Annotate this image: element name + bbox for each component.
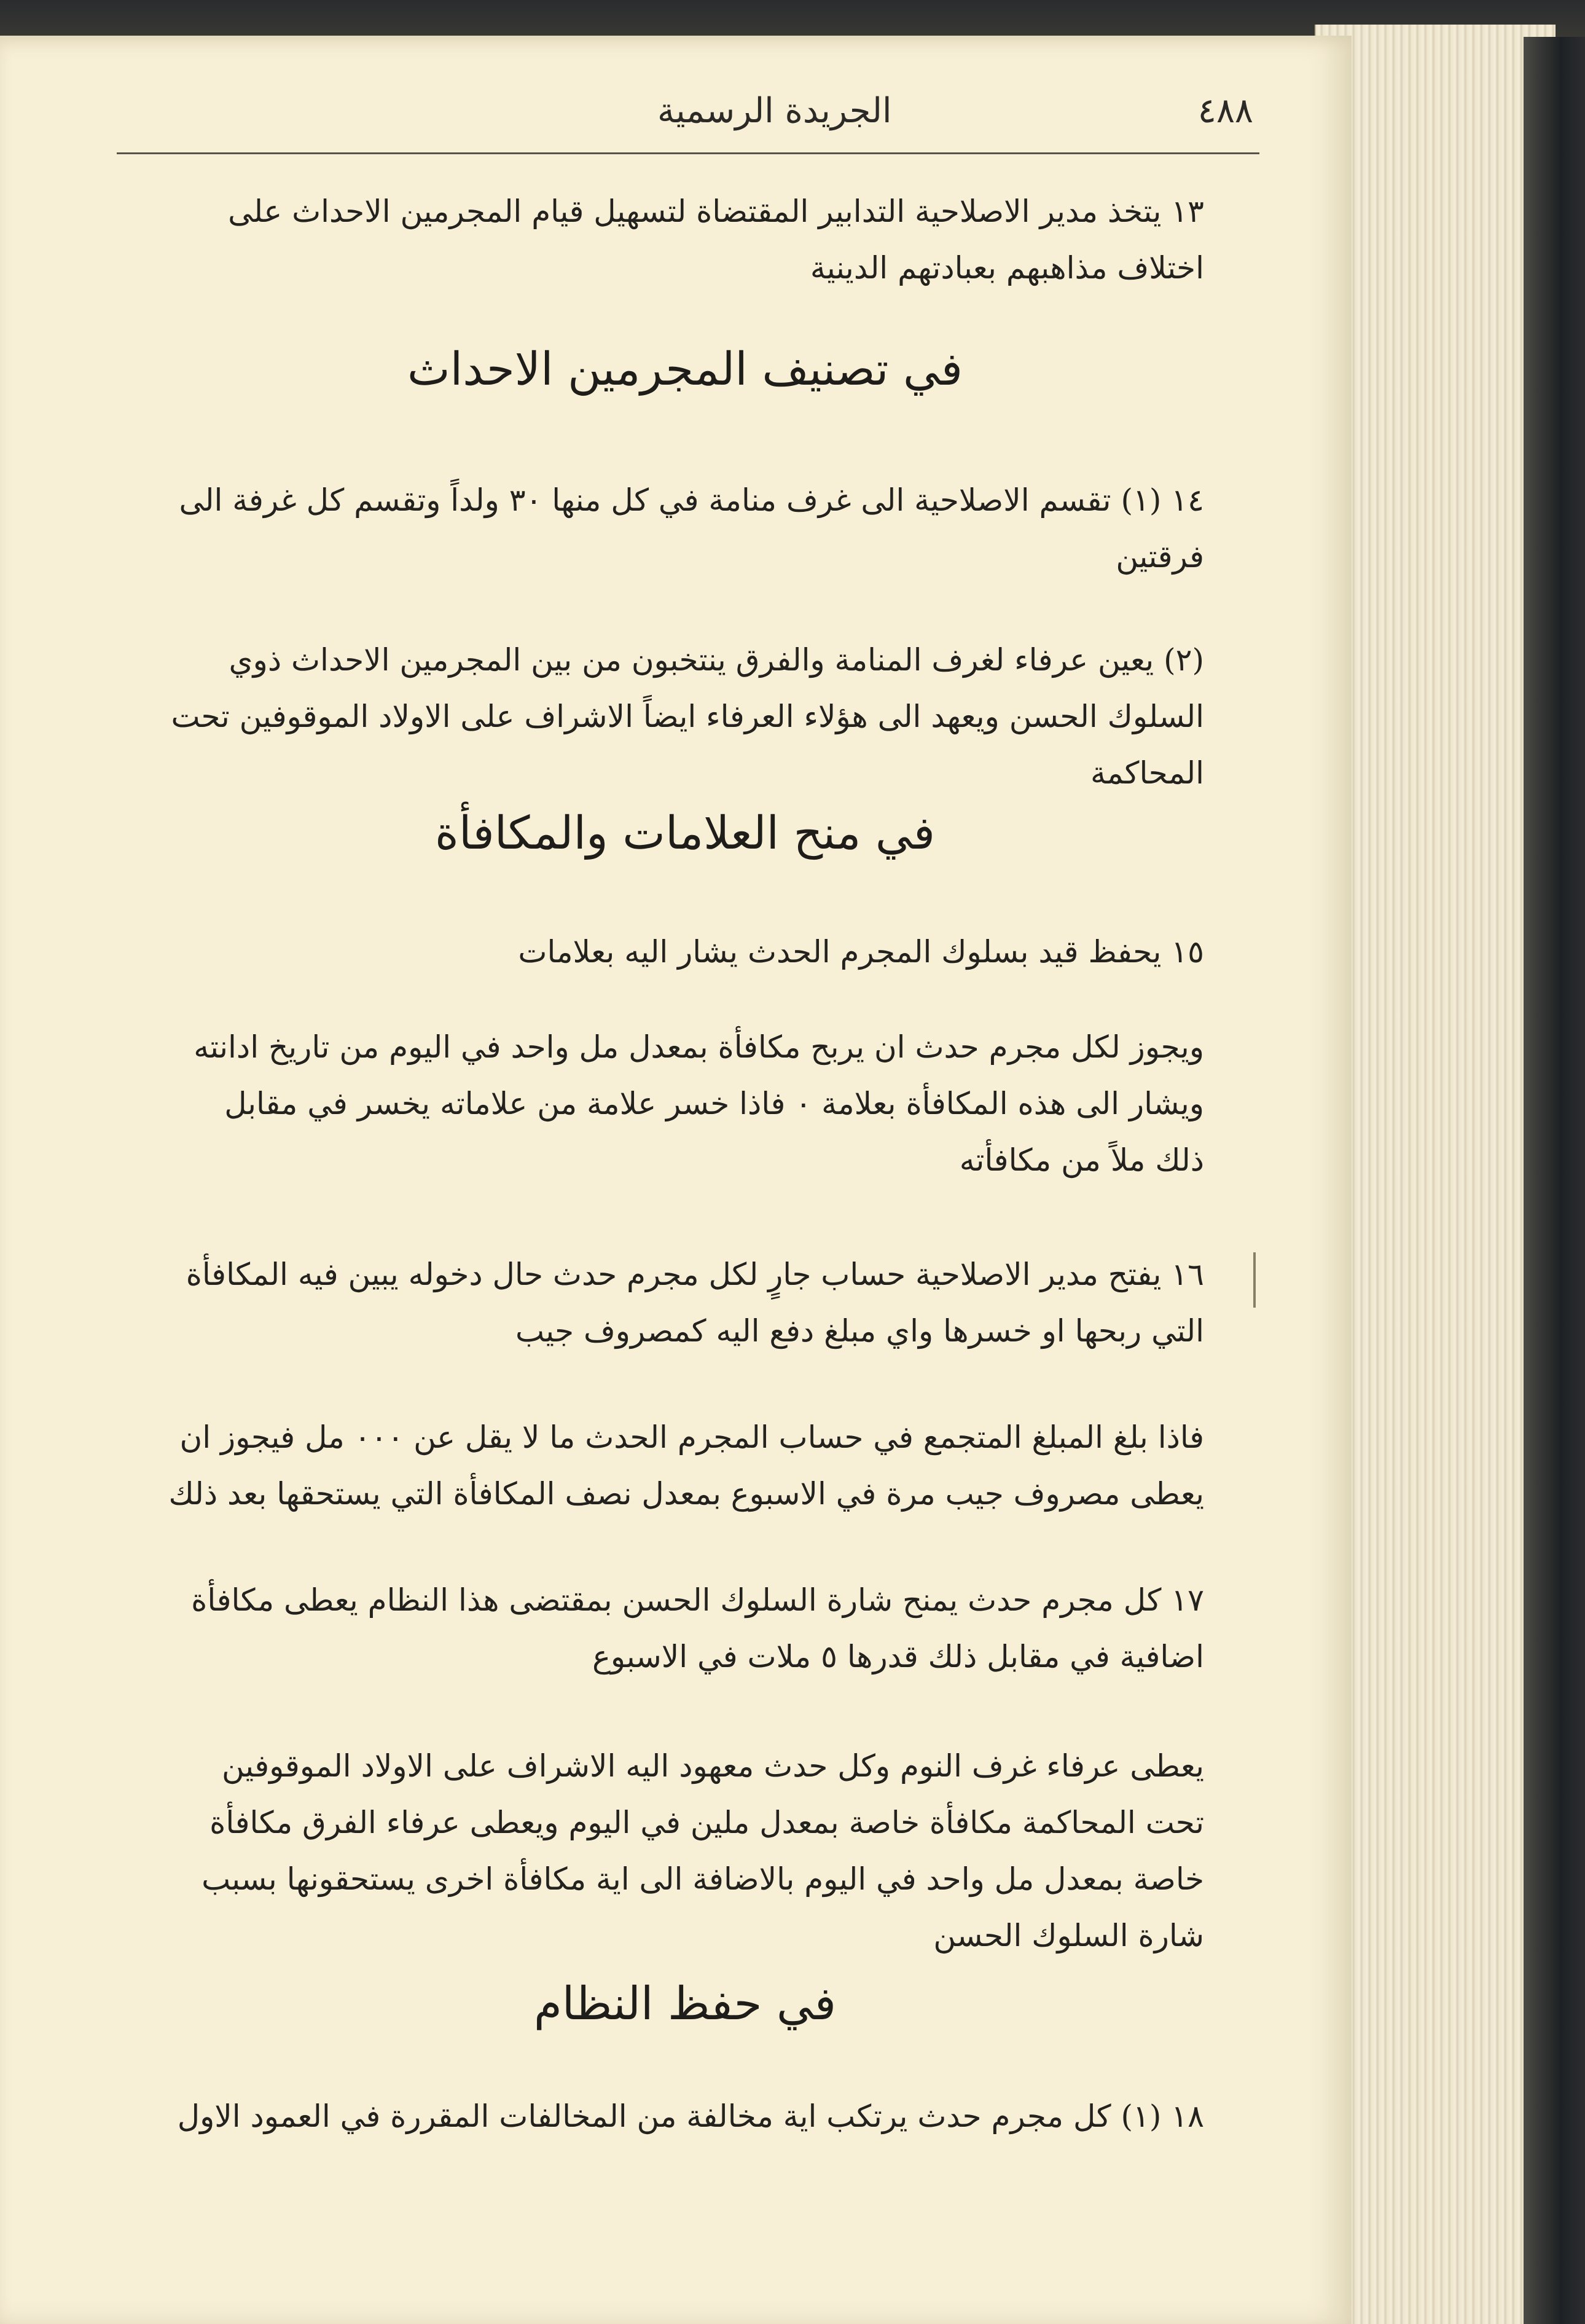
section-heading-classification: في تصنيف المجرمين الاحداث xyxy=(407,343,963,396)
section-heading-marks-rewards: في منح العلامات والمكافأة xyxy=(435,807,935,860)
paragraph-17: ١٧ كل مجرم حدث يمنح شارة السلوك الحسن بمقتضى هذا النظام يعطى مكافأة اضافية في مقابل ذلك قدرها ٥ ملات في الاسبوع xyxy=(191,1582,1204,1674)
paragraph-18: ١٨ (١) كل مجرم حدث يرتكب اية مخالفة من المخالفات المقررة في العمود الاول xyxy=(177,2098,1204,2134)
paragraph-13: ١٣ يتخذ مدير الاصلاحية التدابير المقتضاة لتسهيل قيام المجرمين الاحداث على اختلاف مذاهبهم بعبادتهم الدينية xyxy=(228,194,1204,286)
page-number: ٤٨٨ xyxy=(1197,91,1253,131)
running-title: الجريدة الرسمية xyxy=(657,91,892,131)
page-header xyxy=(117,73,1253,146)
section-heading-discipline: في حفظ النظام xyxy=(533,1977,837,2030)
paragraph-14-2: (٢) يعين عرفاء لغرف المنامة والفرق ينتخبون من بين المجرمين الاحداث ذوي السلوك الحسن ويعهد الى هؤلاء العرفاء ايضاً الاشراف على الاولاد الموقوفين تحت المحاكمة xyxy=(171,642,1204,791)
page-edge-tear xyxy=(1253,1252,1256,1308)
paragraph-16: ١٦ يفتح مدير الاصلاحية حساب جارٍ لكل مجرم حدث حال دخوله يبين فيه المكافأة التي ربحها او خسرها واي مبلغ دفع اليه كمصروف جيب xyxy=(186,1257,1204,1349)
header-rule xyxy=(117,152,1259,154)
paragraph-17b: يعطى عرفاء غرف النوم وكل حدث معهود اليه الاشراف على الاولاد الموقوفين تحت المحاكمة مكافأة خاصة بمعدل ملين في اليوم ويعطى عرفاء الفرق مكافأة خاصة بمعدل مل واحد في اليوم بالاضافة الى اية مكافأة اخرى يستحقونها بسبب شارة السلوك الحسن xyxy=(202,1748,1204,1953)
paragraph-16b: فاذا بلغ المبلغ المتجمع في حساب المجرم الحدث ما لا يقل عن ٠٠٠ مل فيجوز ان يعطى مصروف جيب مرة في الاسبوع بمعدل نصف المكافأة التي يستحقها بعد ذلك xyxy=(168,1419,1204,1512)
book-cover-edge xyxy=(1524,37,1585,2324)
paragraph-14-1: ١٤ (١) تقسم الاصلاحية الى غرف منامة في كل منها ٣٠ ولداً وتقسم كل غرفة الى فرقتين xyxy=(179,482,1204,575)
document-page xyxy=(0,36,1352,2324)
paragraph-15b: ويجوز لكل مجرم حدث ان يربح مكافأة بمعدل مل واحد في اليوم من تاريخ ادانته ويشار الى هذه المكافأة بعلامة ٠ فاذا خسر علامة من علاماته يخسر في مقابل ذلك ملاً من مكافأته xyxy=(194,1029,1204,1178)
paragraph-15: ١٥ يحفظ قيد بسلوك المجرم الحدث يشار اليه بعلامات xyxy=(518,934,1204,970)
